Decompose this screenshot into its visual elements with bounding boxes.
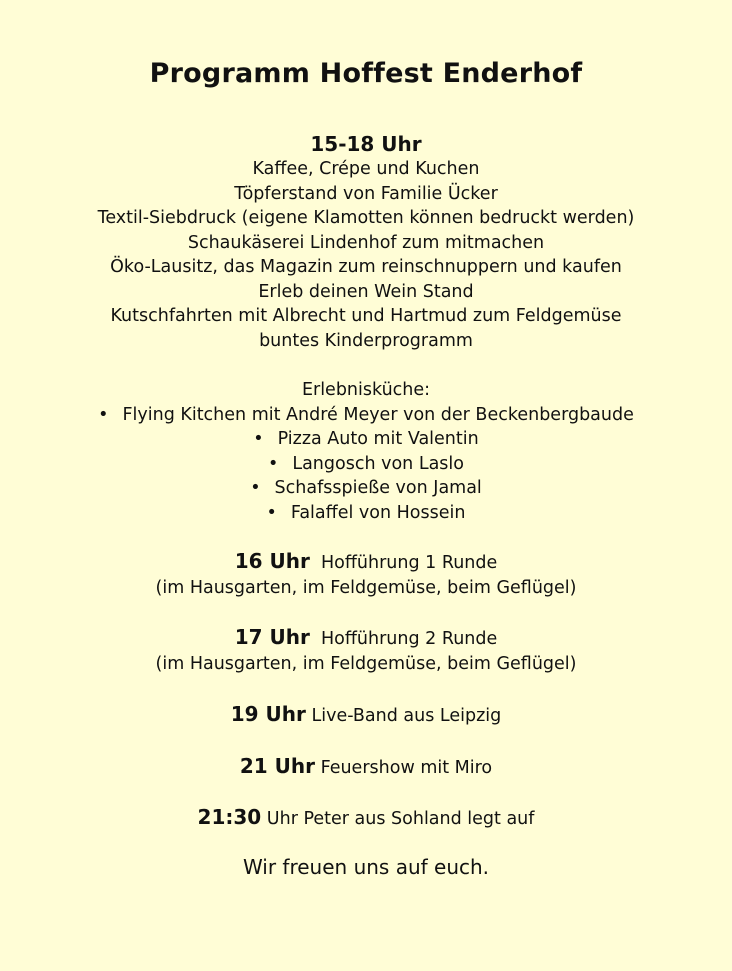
- program-line: Schaukäserei Lindenhof zum mitmachen: [187, 232, 545, 253]
- list-item: [0, 452, 732, 477]
- list-item: [0, 403, 732, 428]
- main-program-section: [0, 131, 732, 353]
- schedule-desc: Live-Band aus Leipzig: [311, 706, 502, 726]
- program-line: Erleb deinen Wein Stand: [258, 281, 474, 302]
- program-line: Kaffee, Crépe und Kuchen: [252, 159, 480, 179]
- page-title: Programm Hoffest Enderhof: [149, 58, 583, 89]
- program-line: Textil-Siebdruck (eigene Klamotten können bedruckt werden): [97, 208, 635, 228]
- schedule-desc: Hofführung 1 Runde: [320, 553, 498, 573]
- bullet-icon: •: [266, 502, 277, 523]
- schedule-time: 21:30: [197, 805, 262, 829]
- schedule-time: 16 Uhr: [234, 549, 310, 573]
- bullet-icon: •: [253, 429, 264, 449]
- list-item-text: Flying Kitchen mit André Meyer von der Beckenbergbaude: [122, 404, 634, 425]
- schedule-entry: [0, 549, 732, 600]
- bullet-icon: •: [268, 453, 279, 474]
- schedule-desc: Hofführung 2 Runde: [320, 629, 498, 649]
- schedule-entry: [0, 625, 732, 676]
- list-item: [0, 476, 732, 501]
- schedule-desc: Feuershow mit Miro: [320, 758, 493, 778]
- bullet-icon: •: [250, 478, 261, 498]
- schedule-time: 17 Uhr: [234, 625, 310, 649]
- schedule-time: 19 Uhr: [230, 702, 306, 726]
- list-item-text: Schafsspieße von Jamal: [274, 478, 482, 498]
- program-line: Töpferstand von Familie Ücker: [234, 183, 498, 204]
- list-item-text: Falaffel von Hossein: [290, 502, 466, 523]
- erlebniskueche-label: Erlebnisküche:: [301, 380, 431, 400]
- schedule-desc: Uhr Peter aus Sohland legt auf: [266, 809, 535, 829]
- program-line: Kutschfahrten mit Albrecht und Hartmud zum Feldgemüse: [110, 306, 622, 326]
- list-item: [0, 427, 732, 452]
- list-item-text: Pizza Auto mit Valentin: [277, 429, 479, 449]
- bullet-icon: •: [98, 404, 109, 425]
- erlebniskueche-section: [0, 378, 732, 525]
- main-time-heading: 15-18 Uhr: [310, 132, 422, 156]
- list-item: [0, 501, 732, 526]
- schedule-subtext: (im Hausgarten, im Feldgemüse, beim Geflügel): [155, 577, 577, 598]
- program-line: buntes Kinderprogramm: [259, 330, 473, 351]
- food-list: [0, 403, 732, 526]
- closing-message: Wir freuen uns auf euch.: [242, 855, 490, 879]
- program-line: Öko-Lausitz, das Magazin zum reinschnuppern und kaufen: [110, 257, 622, 277]
- schedule-subtext: (im Hausgarten, im Feldgemüse, beim Geflügel): [155, 653, 577, 674]
- list-item-text: Langosch von Laslo: [292, 453, 464, 474]
- schedule-entry: [0, 702, 732, 729]
- schedule-entry: [0, 805, 732, 832]
- schedule-time: 21 Uhr: [239, 754, 316, 778]
- schedule-entry: [0, 754, 732, 781]
